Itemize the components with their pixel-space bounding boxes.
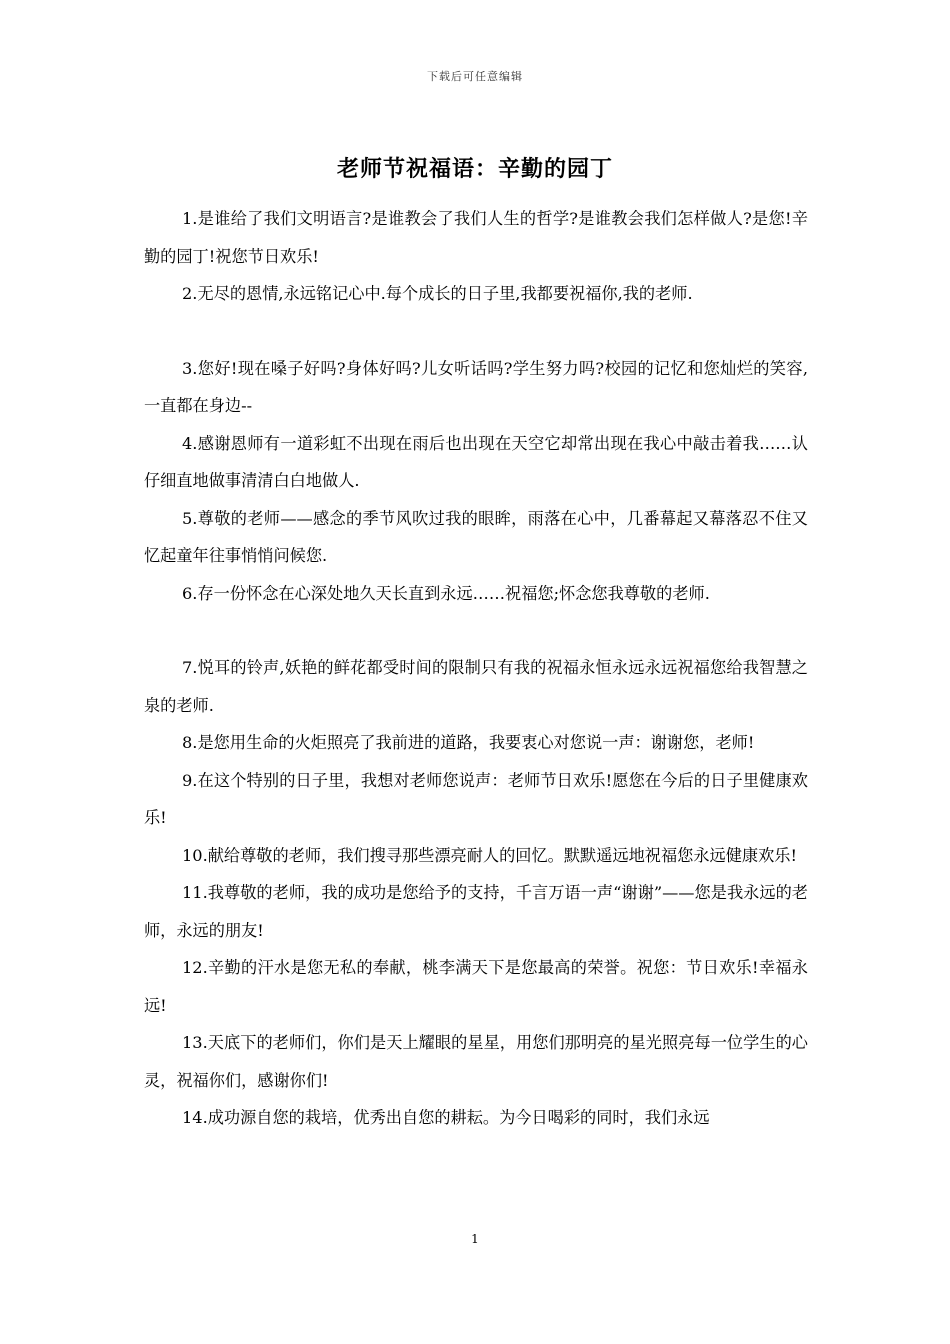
paragraph-14: 14.成功源自您的栽培，优秀出自您的耕耘。为今日喝彩的同时，我们永远 xyxy=(182,1108,710,1127)
paragraph-4: 4.感谢恩师有一道彩虹不出现在雨后也出现在天空它却常出现在我心中敲击着我……认仔细直地做事清清白白地做人. xyxy=(144,433,808,490)
paragraph-6: 6.存一份怀念在心深处地久天长直到永远……祝福您;怀念您我尊敬的老师. xyxy=(182,583,710,603)
paragraph-12: 12.辛勤的汗水是您无私的奉献，桃李满天下是您最高的荣誉。祝您：节日欢乐!幸福永远! xyxy=(144,958,808,1015)
page-number: 1 xyxy=(471,1232,479,1246)
document-title: 老师节祝福语：辛勤的园丁 xyxy=(336,157,613,182)
paragraph-5: 5.尊敬的老师——感念的季节风吹过我的眼眸，雨落在心中，几番幕起又幕落忍不住又忆起童年往事悄悄问候您. xyxy=(144,508,808,565)
paragraph-3: 3.您好!现在嗓子好吗?身体好吗?儿女听话吗?学生努力吗?校园的记忆和您灿烂的笑容,一直都在身边-- xyxy=(144,358,808,415)
paragraph-1: 1.是谁给了我们文明语言?是谁教会了我们人生的哲学?是谁教会我们怎样做人?是您!辛勤的园丁!祝您节日欢乐! xyxy=(144,209,808,266)
paragraph-8: 8.是您用生命的火炬照亮了我前进的道路，我要衷心对您说一声：谢谢您，老师! xyxy=(182,733,755,752)
document-body xyxy=(144,200,808,1137)
paragraph-9: 9.在这个特别的日子里，我想对老师您说声：老师节日欢乐!愿您在今后的日子里健康欢乐! xyxy=(144,770,808,827)
paragraph-10: 10.献给尊敬的老师，我们搜寻那些漂亮耐人的回忆。默默遥远地祝福您永远健康欢乐! xyxy=(182,845,797,865)
paragraph-11: 11.我尊敬的老师，我的成功是您给予的支持，千言万语一声“谢谢”——您是我永远的老师，永远的朋友! xyxy=(144,883,808,940)
paragraph-7: 7.悦耳的铃声,妖艳的鲜花都受时间的限制只有我的祝福永恒永远永远祝福您给我智慧之泉的老师. xyxy=(144,658,808,715)
header-note: 下载后可任意编辑 xyxy=(427,70,523,83)
paragraph-2: 2.无尽的恩情,永远铭记心中.每个成长的日子里,我都要祝福你,我的老师. xyxy=(182,284,693,303)
paragraph-13: 13.天底下的老师们，你们是天上耀眼的星星，用您们那明亮的星光照亮每一位学生的心灵，祝福你们，感谢你们! xyxy=(144,1033,808,1090)
